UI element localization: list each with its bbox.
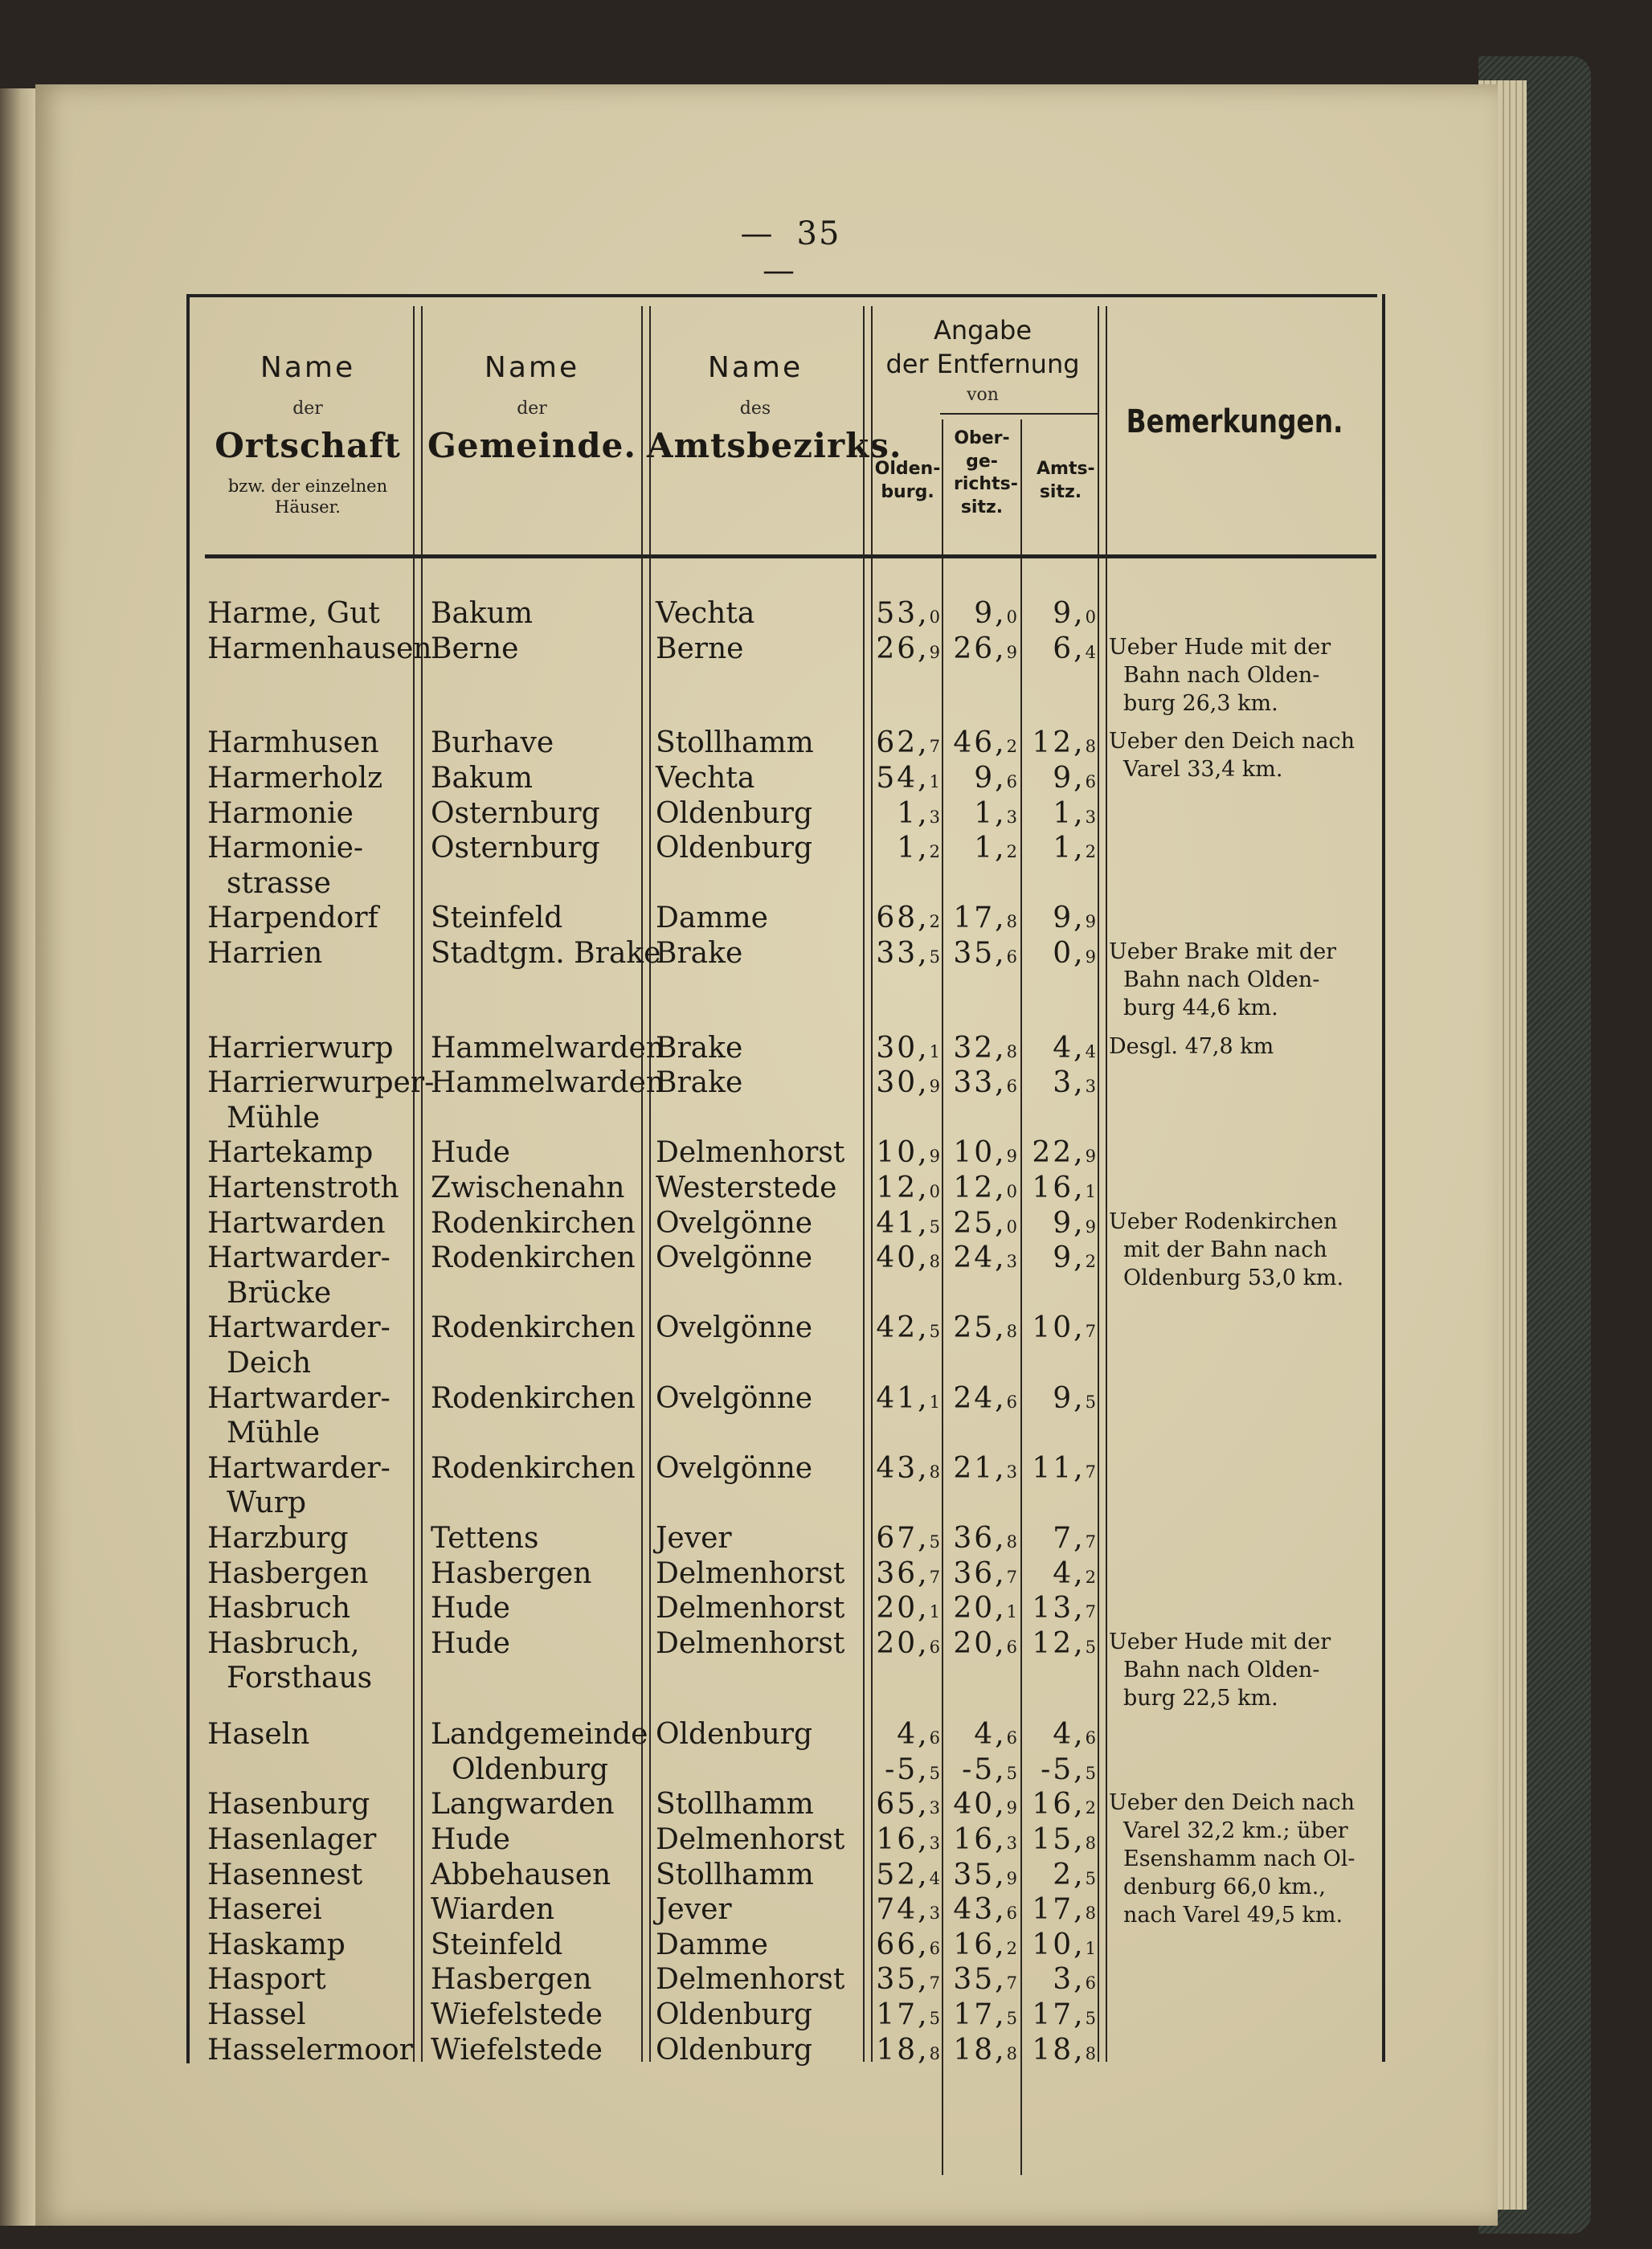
remark-line: Ueber den Deich nach <box>1109 729 1356 754</box>
distance-oldenburg-cell: 67,5 <box>876 1522 940 1556</box>
distance-oldenburg-cell: 33,5 <box>876 936 940 970</box>
distance-amtssitz-cell: 10,1 <box>1032 1928 1096 1961</box>
amtsbezirk-cell: Stollhamm <box>656 726 814 760</box>
gemeinde-cell: Hude <box>431 1823 510 1856</box>
distance-obergericht-cell: 33,6 <box>953 1066 1017 1100</box>
distance-obergericht-cell: 20,6 <box>953 1626 1017 1660</box>
gemeinde-cell: Rodenkirchen <box>431 1381 636 1415</box>
distance-amtssitz-cell: 1,2 <box>1053 832 1096 865</box>
remark-cell <box>1109 938 1360 1022</box>
header-bemerkungen: Bemerkungen. <box>1127 403 1343 440</box>
remark-line: burg 22,5 km. <box>1123 1685 1278 1711</box>
ortschaft-cell: Hartwarder- <box>207 1311 391 1345</box>
distance-amtssitz-cell: 9,0 <box>1053 597 1096 630</box>
ortschaft-cell: Harrierwurp <box>207 1031 394 1065</box>
distance-obergericht-cell: -5,5 <box>962 1752 1017 1786</box>
distance-amtssitz-cell: 7,7 <box>1053 1522 1096 1556</box>
ortschaft-cell: Hasselermoor <box>207 2033 413 2067</box>
remark-line: Varel 33,4 km. <box>1123 757 1283 783</box>
distance-amtssitz-cell: 22,9 <box>1032 1136 1096 1170</box>
amtsbezirk-cell: Damme <box>656 902 768 935</box>
distance-oldenburg-cell: 12,0 <box>876 1172 940 1205</box>
distance-amtssitz-cell: -5,5 <box>1041 1752 1096 1786</box>
distance-obergericht-cell: 20,1 <box>953 1592 1017 1625</box>
distance-obergericht-cell: 35,9 <box>953 1858 1017 1891</box>
distance-oldenburg-cell: 68,2 <box>876 902 940 935</box>
amtsbezirk-cell: Ovelgönne <box>656 1206 813 1240</box>
gemeinde-cell: Landgemeinde <box>431 1718 648 1752</box>
amtsbezirk-cell: Ovelgönne <box>656 1311 813 1345</box>
amtsbezirk-cell: Delmenhorst <box>656 1592 845 1625</box>
header-gemeinde: Name der Gemeinde. <box>427 351 636 465</box>
distance-amtssitz-cell: 10,7 <box>1032 1311 1096 1345</box>
distance-obergericht-cell: 36,7 <box>953 1556 1017 1590</box>
column-rule-4 <box>942 419 943 2175</box>
amtsbezirk-cell: Delmenhorst <box>656 1136 845 1170</box>
remark-line: Bahn nach Olden- <box>1123 1657 1320 1683</box>
ortschaft-cell: Forsthaus <box>227 1662 373 1695</box>
ortschaft-cell: Harrierwurper- <box>207 1066 435 1100</box>
gemeinde-cell: Stadtgm. Brake <box>431 936 661 970</box>
distance-oldenburg-cell: 42,5 <box>876 1311 940 1345</box>
gemeinde-cell: Oldenburg <box>452 1752 609 1786</box>
ortschaft-cell: Mühle <box>227 1101 321 1135</box>
gemeinde-cell: Wiefelstede <box>431 1998 603 2031</box>
distance-amtssitz-cell: 15,8 <box>1032 1823 1096 1856</box>
distance-amtssitz-cell: 13,7 <box>1032 1592 1096 1625</box>
ortschaft-cell: Hartwarder- <box>207 1241 391 1275</box>
remark-line: burg 26,3 km. <box>1123 690 1278 716</box>
header-rule-distance <box>940 413 1099 415</box>
remark-cell <box>1109 1208 1360 1292</box>
amtsbezirk-cell: Jever <box>656 1893 732 1927</box>
distance-obergericht-cell: 32,8 <box>953 1031 1017 1065</box>
distance-amtssitz-cell: 6,4 <box>1053 632 1096 665</box>
distance-obergericht-cell: 40,9 <box>953 1788 1017 1822</box>
distance-oldenburg-cell: 17,5 <box>876 1998 940 2031</box>
amtsbezirk-cell: Ovelgönne <box>656 1451 813 1485</box>
distance-amtssitz-cell: 4,6 <box>1053 1718 1096 1752</box>
remark-line: burg 44,6 km. <box>1123 995 1278 1020</box>
distance-oldenburg-cell: 4,6 <box>897 1718 940 1752</box>
distance-obergericht-cell: 16,2 <box>953 1928 1017 1961</box>
gemeinde-cell: Berne <box>431 632 519 665</box>
remark-line: Varel 32,2 km.; über <box>1123 1818 1348 1844</box>
gemeinde-cell: Osternburg <box>431 796 600 830</box>
distance-obergericht-cell: 24,3 <box>953 1241 1017 1275</box>
remark-cell <box>1109 1789 1360 1929</box>
gemeinde-cell: Hasbergen <box>431 1963 592 1997</box>
ortschaft-cell: Harrien <box>207 936 323 970</box>
ortschaft-cell: Haskamp <box>207 1928 346 1961</box>
gemeinde-cell: Hasbergen <box>431 1556 592 1590</box>
distance-obergericht-cell: 43,6 <box>953 1893 1017 1927</box>
distance-amtssitz-cell: 12,8 <box>1032 726 1096 760</box>
distance-obergericht-cell: 24,6 <box>953 1381 1017 1415</box>
distance-amtssitz-cell: 18,8 <box>1032 2033 1096 2067</box>
ortschaft-cell: Deich <box>227 1347 312 1380</box>
gemeinde-cell: Wiarden <box>431 1893 555 1927</box>
gemeinde-cell: Burhave <box>431 726 554 760</box>
distance-oldenburg-cell: 20,1 <box>876 1592 940 1625</box>
distance-amtssitz-cell: 3,6 <box>1053 1963 1096 1997</box>
amtsbezirk-cell: Vechta <box>656 597 755 630</box>
distance-oldenburg-cell: 43,8 <box>876 1451 940 1485</box>
amtsbezirk-cell: Jever <box>656 1522 732 1556</box>
amtsbezirk-cell: Delmenhorst <box>656 1626 845 1660</box>
amtsbezirk-cell: Brake <box>656 936 743 970</box>
amtsbezirk-cell: Oldenburg <box>656 1998 813 2031</box>
remark-line: Ueber Rodenkirchen <box>1109 1208 1338 1234</box>
gemeinde-cell: Tettens <box>431 1522 539 1556</box>
gemeinde-cell: Steinfeld <box>431 1928 563 1961</box>
remark-cell <box>1109 633 1360 718</box>
amtsbezirk-cell: Vechta <box>656 761 755 795</box>
distance-obergericht-cell: 35,6 <box>953 936 1017 970</box>
distance-amtssitz-cell: 0,9 <box>1053 936 1096 970</box>
gemeinde-cell: Bakum <box>431 597 534 630</box>
distance-oldenburg-cell: 30,1 <box>876 1031 940 1065</box>
ortschaft-cell: Hasbruch <box>207 1592 351 1625</box>
distance-amtssitz-cell: 4,2 <box>1053 1556 1096 1590</box>
distance-oldenburg-cell: 36,7 <box>876 1556 940 1590</box>
page-number-value: 35 <box>796 215 841 252</box>
ortschaft-cell: Hassel <box>207 1998 306 2031</box>
column-rule-1 <box>413 306 423 2062</box>
distance-oldenburg-cell: 10,9 <box>876 1136 940 1170</box>
distance-amtssitz-cell: 9,9 <box>1053 902 1096 935</box>
distance-obergericht-cell: 16,3 <box>953 1823 1017 1856</box>
distance-amtssitz-cell: 3,3 <box>1053 1066 1096 1100</box>
ortschaft-cell: Harme, Gut <box>207 597 380 630</box>
distance-obergericht-cell: 9,0 <box>974 597 1017 630</box>
distance-obergericht-cell: 17,5 <box>953 1998 1017 2031</box>
gemeinde-cell: Langwarden <box>431 1788 615 1822</box>
amtsbezirk-cell: Ovelgönne <box>656 1241 813 1275</box>
distance-amtssitz-cell: 2,5 <box>1053 1858 1096 1891</box>
header-entfernung: Angabe der Entfernung von <box>885 315 1080 405</box>
amtsbezirk-cell: Oldenburg <box>656 1718 813 1752</box>
header-obergerichtssitz: Ober-ge-richts-sitz. <box>954 428 1018 517</box>
remark-line: mit der Bahn nach <box>1123 1237 1327 1262</box>
distance-amtssitz-cell: 16,2 <box>1032 1788 1096 1822</box>
distance-oldenburg-cell: -5,5 <box>885 1752 940 1786</box>
distance-oldenburg-cell: 40,8 <box>876 1241 940 1275</box>
amtsbezirk-cell: Stollhamm <box>656 1858 814 1891</box>
header-oldenburg: Olden-burg. <box>874 459 941 502</box>
column-rule-6 <box>1098 306 1107 2062</box>
gemeinde-cell: Hammelwarden <box>431 1066 664 1100</box>
distance-oldenburg-cell: 20,6 <box>876 1626 940 1660</box>
ortschaft-cell: Hasbergen <box>207 1556 369 1590</box>
distance-oldenburg-cell: 53,0 <box>876 597 940 630</box>
remark-line: denburg 66,0 km., <box>1123 1875 1326 1900</box>
remark-line: Ueber Hude mit der <box>1109 634 1331 660</box>
amtsbezirk-cell: Brake <box>656 1066 743 1100</box>
distance-amtssitz-cell: 17,5 <box>1032 1998 1096 2031</box>
ortschaft-cell: Haseln <box>207 1718 310 1752</box>
remark-line: Desgl. 47,8 km <box>1109 1033 1274 1059</box>
ortschaft-cell: Brücke <box>227 1276 332 1310</box>
ortschaft-cell: Harmhusen <box>207 726 379 760</box>
distance-amtssitz-cell: 12,5 <box>1032 1626 1096 1660</box>
page-number: — 35— <box>740 215 841 289</box>
distance-obergericht-cell: 26,9 <box>953 632 1017 665</box>
gemeinde-cell: Rodenkirchen <box>431 1241 636 1275</box>
distance-obergericht-cell: 1,2 <box>974 832 1017 865</box>
remark-line: Bahn nach Olden- <box>1123 662 1320 688</box>
distance-obergericht-cell: 25,8 <box>953 1311 1017 1345</box>
distance-amtssitz-cell: 9,6 <box>1053 761 1096 795</box>
gemeinde-cell: Bakum <box>431 761 534 795</box>
amtsbezirk-cell: Delmenhorst <box>656 1963 845 1997</box>
distance-oldenburg-cell: 54,1 <box>876 761 940 795</box>
distance-obergericht-cell: 1,3 <box>974 796 1017 830</box>
gemeinde-cell: Steinfeld <box>431 902 563 935</box>
ortschaft-cell: Hartenstroth <box>207 1172 399 1205</box>
gemeinde-cell: Rodenkirchen <box>431 1451 636 1485</box>
distance-obergericht-cell: 21,3 <box>953 1451 1017 1485</box>
ortschaft-cell: Hasbruch, <box>207 1626 360 1660</box>
amtsbezirk-cell: Brake <box>656 1031 743 1065</box>
distance-obergericht-cell: 12,0 <box>953 1172 1017 1205</box>
header-amtsbezirk: Name des Amtsbezirks. <box>647 351 902 465</box>
gemeinde-cell: Rodenkirchen <box>431 1311 636 1345</box>
header-ortschaft: Name der Ortschaft bzw. der einzelnen Häuser. <box>215 351 401 517</box>
remark-line: Ueber Hude mit der <box>1109 1629 1331 1654</box>
gemeinde-cell: Osternburg <box>431 832 600 865</box>
distance-amtssitz-cell: 9,2 <box>1053 1241 1096 1275</box>
distance-oldenburg-cell: 41,5 <box>876 1206 940 1240</box>
amtsbezirk-cell: Delmenhorst <box>656 1556 845 1590</box>
ortschaft-cell: Hartwarder- <box>207 1381 391 1415</box>
amtsbezirk-cell: Oldenburg <box>656 832 813 865</box>
ortschaft-cell: Harmonie- <box>207 832 364 865</box>
distance-oldenburg-cell: 66,6 <box>876 1928 940 1961</box>
distance-amtssitz-cell: 4,4 <box>1053 1031 1096 1065</box>
ortschaft-cell: Hartekamp <box>207 1136 374 1170</box>
amtsbezirk-cell: Oldenburg <box>656 2033 813 2067</box>
ortschaft-cell: Hartwarden <box>207 1206 386 1240</box>
ortschaft-cell: Wurp <box>227 1486 306 1520</box>
distance-obergericht-cell: 18,8 <box>953 2033 1017 2067</box>
ortschaft-cell: Hasport <box>207 1963 326 1997</box>
remark-cell <box>1109 727 1360 783</box>
remark-line: Esenshamm nach Ol- <box>1123 1846 1356 1872</box>
amtsbezirk-cell: Berne <box>656 632 744 665</box>
ortschaft-cell: Hasenburg <box>207 1788 370 1822</box>
distance-obergericht-cell: 17,8 <box>953 902 1017 935</box>
gemeinde-cell: Zwischenahn <box>431 1172 625 1205</box>
distance-oldenburg-cell: 65,3 <box>876 1788 940 1822</box>
header-bottom-rule <box>205 554 1376 558</box>
column-rule-5 <box>1020 419 1022 2175</box>
distance-oldenburg-cell: 1,2 <box>897 832 940 865</box>
distance-oldenburg-cell: 18,8 <box>876 2033 940 2067</box>
distance-obergericht-cell: 35,7 <box>953 1963 1017 1997</box>
distance-amtssitz-cell: 11,7 <box>1032 1451 1096 1485</box>
ortschaft-cell: Harpendorf <box>207 902 378 935</box>
amtsbezirk-cell: Ovelgönne <box>656 1381 813 1415</box>
ortschaft-cell: Hasenlager <box>207 1823 377 1856</box>
previous-page-edge <box>0 88 35 2226</box>
amtsbezirk-cell: Oldenburg <box>656 796 813 830</box>
remark-line: Ueber den Deich nach <box>1109 1790 1356 1816</box>
distance-obergericht-cell: 4,6 <box>974 1718 1017 1752</box>
header-amtssitz: Amts-sitz. <box>1037 459 1095 502</box>
ortschaft-cell: Mühle <box>227 1417 321 1450</box>
amtsbezirk-cell: Stollhamm <box>656 1788 814 1822</box>
gemeinde-cell: Hammelwarden <box>431 1031 664 1065</box>
gemeinde-cell: Hude <box>431 1136 510 1170</box>
ortschaft-cell: Harmerholz <box>207 761 383 795</box>
distance-amtssitz-cell: 17,8 <box>1032 1893 1096 1927</box>
ortschaft-cell: Hasennest <box>207 1858 363 1891</box>
ortschaft-cell: Harzburg <box>207 1522 349 1556</box>
remark-cell <box>1109 1032 1360 1061</box>
ortschaft-cell: strasse <box>227 866 331 900</box>
remark-line: Oldenburg 53,0 km. <box>1123 1265 1344 1290</box>
distance-oldenburg-cell: 74,3 <box>876 1893 940 1927</box>
distance-amtssitz-cell: 9,9 <box>1053 1206 1096 1240</box>
remark-line: nach Varel 49,5 km. <box>1123 1903 1343 1928</box>
distance-oldenburg-cell: 52,4 <box>876 1858 940 1891</box>
distance-oldenburg-cell: 1,3 <box>897 796 940 830</box>
ortschaft-cell: Harmenhausen <box>207 632 432 665</box>
distance-amtssitz-cell: 9,5 <box>1053 1381 1096 1415</box>
distance-obergericht-cell: 10,9 <box>953 1136 1017 1170</box>
distance-oldenburg-cell: 62,7 <box>876 726 940 760</box>
distance-obergericht-cell: 46,2 <box>953 726 1017 760</box>
gemeinde-cell: Rodenkirchen <box>431 1206 636 1240</box>
remark-line: Bahn nach Olden- <box>1123 967 1320 992</box>
distance-oldenburg-cell: 41,1 <box>876 1381 940 1415</box>
gemeinde-cell: Abbehausen <box>431 1858 611 1891</box>
amtsbezirk-cell: Westerstede <box>656 1172 837 1205</box>
amtsbezirk-cell: Delmenhorst <box>656 1823 845 1856</box>
distance-obergericht-cell: 36,8 <box>953 1522 1017 1556</box>
distance-obergericht-cell: 9,6 <box>974 761 1017 795</box>
ortschaft-cell: Harmonie <box>207 796 354 830</box>
ortschaft-cell: Hartwarder- <box>207 1451 391 1485</box>
distance-amtssitz-cell: 16,1 <box>1032 1172 1096 1205</box>
distance-oldenburg-cell: 35,7 <box>876 1963 940 1997</box>
distance-oldenburg-cell: 30,9 <box>876 1066 940 1100</box>
column-rule-2 <box>641 306 651 2062</box>
distance-obergericht-cell: 25,0 <box>953 1206 1017 1240</box>
distance-oldenburg-cell: 16,3 <box>876 1823 940 1856</box>
distance-oldenburg-cell: 26,9 <box>876 632 940 665</box>
remark-line: Ueber Brake mit der <box>1109 938 1337 964</box>
ortschaft-cell: Haserei <box>207 1893 322 1927</box>
gemeinde-cell: Wiefelstede <box>431 2033 603 2067</box>
remark-cell <box>1109 1628 1360 1712</box>
distance-amtssitz-cell: 1,3 <box>1053 796 1096 830</box>
gemeinde-cell: Hude <box>431 1592 510 1625</box>
amtsbezirk-cell: Damme <box>656 1928 768 1961</box>
gemeinde-cell: Hude <box>431 1626 510 1660</box>
